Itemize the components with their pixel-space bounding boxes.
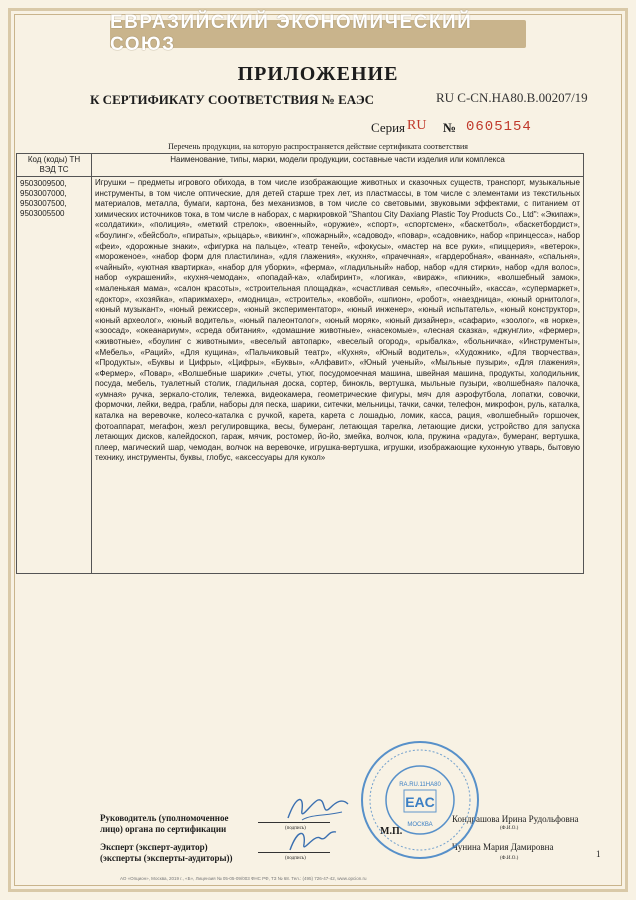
header-code: Код (коды) ТН ВЭД ТС [17, 154, 92, 177]
union-banner: ЕВРАЗИЙСКИЙ ЭКОНОМИЧЕСКИЙ СОЮЗ [110, 20, 526, 48]
table-row [17, 177, 584, 574]
head-name: Кондрашова Ирина Рудольфовна [452, 814, 579, 824]
description-cell: Игрушки – предметы игрового обихода, в том числе изображающие животных и сказочных существ, транспорт, музыкальные инструменты, в том числе оптические, для детей старше трех лет, из пластмассы, в том числе с элементами из текстильных материалов, металла, бумаги, картона, без механизмов, в том числе со световыми, звуковыми эффектами, с питанием от химических источников тока, в том числе в наборах, с маркировкой "Shantou City Daxiang Plastic Toy Products Co., Ltd": «Экипаж», «солдатики», «полиция», «меткий стрелок», «военный», «оружие», «спорт», «спортсмен», «баскетбол», «баскетбордист», «боулинг», «бейсбол», «пираты», «рыцарь», «викинг», «пожарный», «садовод», «повар», «садовник», набор «принцесса», набор «феи», «дорожные знаки», «фигурка на пальце», «театр теней», «фокусы», «мастер на все руки», «пиццерия», «ветерок», «мороженое», «набор форм для пластилина», «для глажения», «кухня», «прачечная», «гардеробная», «ванная», «спальня», «чайный», «уютная квартирка», «набор для уборки», «ферма», «гладильный» набор, набор «для стирки», набор «для волос», набор «украшений», «кухня-чемодан», «попадай-ка», «лабиринт», «логика», «вираж», «пикник», «волшебный замок», «маленькая мама», «салон красоты», «строительная площадка», «счастливая семья», «песочный», «касса», «супермаркет», «доктор», «хозяйка», «парикмахер», «модница», «строитель», «ковбой», «шпион», «робот», «наездница», «юный орнитолог», «юный музыкант», «юный режиссер», «юный экспериментатор», «юный инженер», «юный испытатель», «юный конструктор», «юный археолог», «юный водитель», «юный палеонтолог», «юный моряк», «юный дизайнер», «сафари», «зоолог», «в норке», «зоосад», «океанариум», «среда обитания», «домашние животные», «насекомые», «лесная сказка», «джунгли», «фермер», «животные», «боулинг с животными», «веселый автопарк», «веселый огород», «рыбалка», «больничка», «Инструменты», «Мебель», «Раций», «Для кущина», «Пальчиковый театр», «Кухня», «Юный водитель», «Художник», «Для творчества», «Продукты», «Буквы и Цифры», «Цифры», «Буквы», «Алфавит», «Юный ученый», «Мыльные пузыри», «Для глажения», «Фермер», «Повар», «Волшебные шарики» ,счеты, утюг, посудомоечная машина, швейная машина, продукты, холодильник, посуда, мебель, туалетный столик, гладильная доска, сортер, бинокль, вертушка, мыльные пузыри, «волшебная» палочка, «умная» ручка, зеркало-столик, тележка, видеокамера, геометрические фигуры, мяч для аэрофутбола, лопатки, совочки, формочки, лейки, ведра, грабли, наборы для песка, шарики, ситечки, мельницы, тачки, сачки, телефон, микрофон, руль, каталка, каталка на веревочке, колесо-каталка с ручкой, карета, карета с лошадью, ломик, касса, рация, «волшебный» горшочек, фотоаппарат, мегафон, жезл регулировщика, весы, бумеранг, летающая тарелка, летающие диски, устройство для запуска летающих дисков, калейдоскоп, гараж, мячик, ростомер, йо-йо, змейка, волчок, юла, пружина «радуга», бумеранг, вертушка, плеер, магический шар, чемодан, волчок на веревочке, игрушка-вертушка, игрушки, изображающие кухонную утварь, бытовую технику, инструменты, буквы, глобус, «аксессуары для кукол» [92, 177, 584, 574]
table-header-row [17, 154, 584, 177]
certificate-number: RU C-CN.HA80.B.00207/19 [436, 90, 588, 105]
product-table [16, 153, 584, 574]
code-item: 9503007000, [20, 189, 67, 198]
code-item: 9503009500, [20, 179, 67, 188]
code-item: 9503005500 [20, 209, 65, 218]
number-label: № [443, 120, 457, 135]
intro-text: Перечень продукции, на которую распространяется действие сертификата соответствия [168, 142, 468, 151]
header-description: Наименование, типы, марки, модели продукции, составные части изделия или комплекса [92, 154, 584, 177]
certificate-label: К СЕРТИФИКАТУ СООТВЕТСТВИЯ № ЕАЭС [90, 92, 375, 107]
stamp-mark-label: М.П. [380, 826, 403, 837]
head-signature-icon [282, 790, 352, 826]
stamp-city: МОСКВА [407, 822, 433, 828]
expert-name: Чунина Мария Дамировна [452, 842, 554, 852]
certification-stamp-icon [358, 738, 482, 862]
series-value: RU [407, 118, 427, 133]
stamp-code: RA.RU.11HA80 [399, 782, 441, 788]
page-number: 1 [596, 849, 601, 859]
expert-signature-line [258, 852, 330, 853]
head-name-caption: (Ф.И.О.) [500, 826, 519, 831]
expert-signature-caption: (подпись) [285, 856, 306, 861]
series-label: Серия [371, 120, 406, 135]
stamp-center-text: EAC [405, 794, 435, 810]
printer-footer: АО «Опцион», Москва, 2019 г., «Б», Лицензия № 05-05-09/003 ФНС РФ, ТЗ № 68. Тел.: (495) 726-47-42, www.opcion.ru [120, 876, 367, 881]
head-label: Руководитель (уполномоченное лицо) органа по сертификации [100, 813, 229, 834]
head-signature-caption: (подпись) [285, 826, 306, 831]
form-number: 0605154 [466, 119, 532, 135]
expert-name-caption: (Ф.И.О.) [500, 856, 519, 861]
expert-label: Эксперт (эксперт-аудитор) (эксперты (эксперты-аудиторы)) [100, 842, 233, 863]
head-signature-line [258, 822, 330, 823]
code-item: 9503007500, [20, 199, 67, 208]
page-title: ПРИЛОЖЕНИЕ [237, 63, 399, 85]
codes-cell [17, 177, 92, 574]
